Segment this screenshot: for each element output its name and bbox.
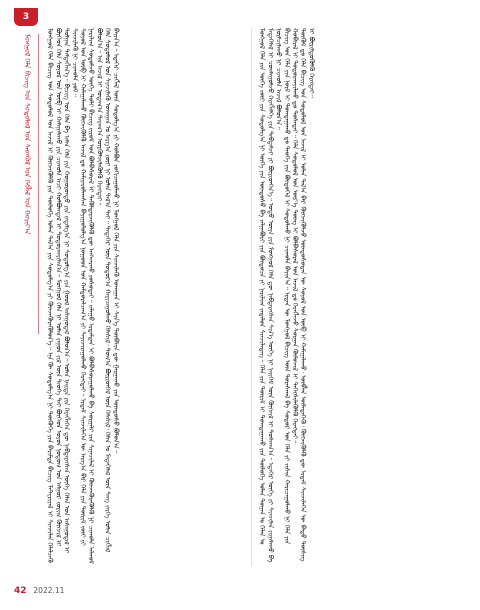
text-column-right: [258, 28, 468, 566]
paragraph: ᠪᠢᠴᠢᠭ ᠤᠨ ᠬᠡᠯᠡ ᠶᠢᠨ ᠨᠣᠷᠮ ᠢ ᠲᠣᠭᠲᠠᠭᠠᠬᠤ ᠳᠤ ᠲᠡᠦᠬᠡ ᠶᠢᠨ ᠪᠦᠲᠦᠭᠡᠯ ᠢ ᠰᠤᠳᠤᠯᠬᠤ ᠨᠢ ᠴᠢᠬᠤᠯᠠ ᠪᠠᠶᠢᠨ᠎ᠠ᠃ ᠡᠷᠲᠡᠨ ᠦ ᠮᠣᠩᠭᠣᠯ ᠪᠢᠴᠢᠭ ᠦᠨ ᠳᠤᠷᠠᠰᠬᠠᠯ ᠪᠠ ᠰᠤᠳᠤᠷ ᠤᠨ ᠬᠡᠯᠡ ᠶᠢ ᠵᠢᠱᠢᠨ ᠬᠠᠷᠢᠴᠠᠭᠤᠯᠬᠤ ᠨᠢ ᠬᠡᠯᠡ ᠶᠢᠨ ᠬᠤᠪᠢᠷᠠᠯ ᠢ ᠲᠣᠳᠣᠷᠬᠠᠶᠢᠯᠬᠤ ᠳᠤ ᠲᠤᠰᠠᠲᠠᠢ᠃ ᠬᠡᠯᠡ ᠰᠤᠳᠤᠯᠤᠯ ᠤᠨ ᠦᠷ᠎ᠡ ᠳᠦᠩ ᠢ ᠪᠣᠯᠪᠠᠰᠤᠷᠠᠯ ᠤᠨ ᠠᠵᠢᠯ ᠳᠤ ᠬᠡᠷᠡᠭᠯᠡᠵᠦ ᠰᠤᠷᠭᠠᠨ ᠬᠥᠮᠦᠵᠢᠯ ᠢ ᠳᠡᠭᠡᠭᠰᠢᠯᠡᠭᠦᠯᠬᠦ ᠬᠡᠷᠡᠭᠲᠡᠢ᠃: [282, 28, 300, 545]
paragraph: ᠮᠣᠩᠭᠣᠯ ᠬᠡᠯᠡ ᠪᠢᠴᠢᠭ ᠤᠨ ᠰᠤᠳᠤᠯᠤᠯ ᠤᠨ ᠠᠵᠢᠯ ᠢ ᠬᠥᠭᠵᠢᠭᠦᠯᠬᠦ ᠶᠢᠨ ᠲᠥᠯᠥᠭᠡ ᠣᠯᠠᠨ ᠲᠠᠯ᠎ᠠ ᠶᠢᠨ ᠰᠤᠳᠤᠯᠭ᠎ᠠ ᠶᠢ ᠭᠦᠨᠵᠡᠭᠦᠷᠡᠭᠦᠯᠦᠨ᠎ᠡ᠃ ᠡᠨᠡ ᠬᠦ ᠰᠤᠳᠤᠯᠭ᠎ᠠ ᠨᠢ ᠲᠦᠭᠦᠬᠡ ᠶᠢᠨ ᠪᠠᠷᠢᠮᠲᠠ ᠪᠢᠴᠢᠭ ᠮᠠᠲ᠋ᠧᠷᠢᠶᠠᠯ ᠢ ᠰᠢᠨᠵᠢᠯᠡᠨ ᠬᠡᠯᠡᠯᠴᠡᠬᠦ ᠪᠥᠭᠡᠳ ᠬᠡᠯᠡ ᠰᠣᠶᠤᠯ ᠤᠨ ᠥᠪ ᠢ ᠬᠠᠮᠠᠭᠠᠯᠠᠬᠤ ᠶᠢᠨ ᠴᠢᠬᠤᠯᠠ ᠠᠴᠢ ᠬᠣᠯᠪᠣᠭᠳᠠᠯ ᠢ ᠲᠣᠳᠣᠷᠬᠠᠶᠢᠯᠠᠨ᠎ᠠ᠃ ᠮᠣᠩᠭᠣᠯ ᠬᠡᠯᠡ ᠨᠢ ᠣᠯᠠᠨ ᠵᠠᠭᠤᠨ ᠵᠢᠯ ᠦᠨ ᠲᠡᠦᠬᠡ ᠲᠠᠢ ᠪᠥᠭᠡᠳ ᠤᠷᠤᠨ ᠨᠤᠲᠤᠭ ᠤᠨ ᠠᠯᠭᠤᠷ ᠵᠣᠷᠢᠭ ᠬᠥᠭᠵᠢᠯ ᠢ ᠲᠤᠯᠭᠠᠨ ᠲᠡᠮᠳᠡᠭᠯᠡᠨ᠎ᠡ᠃ ᠪᠢᠴᠢᠭ ᠤᠨ ᠬᠡᠯᠡ ᠪᠠ ᠠᠮᠠᠨ ᠬᠡᠯᠡ ᠶᠢᠨ ᠬᠣᠭᠣᠷᠣᠨᠳᠤ ᠶᠢᠨ ᠵᠠᠳᠠᠯᠭ᠎ᠠ ᠨᠢ ᠰᠤᠳᠤᠯᠭ᠎ᠠ ᠶᠢᠨ ᠭᠣᠣᠯ ᠠᠰᠠᠭᠤᠳᠠᠯ ᠪᠣᠯᠤᠨ᠎ᠠ᠃ ᠣᠯᠠᠨ ᠨᠡᠢᠲᠡ ᠶᠢᠨ ᠬᠡᠷᠡᠭᠯᠡᠭᠡᠨ ᠳᠦ ᠨᠡᠪᠲᠡᠷᠡᠭᠰᠡᠨ ᠦᠭᠡ ᠬᠡᠯᠡᠨ ᠤᠨ ᠠᠰᠠᠭᠤᠳᠠᠯ ᠢ ᠰᠢᠨᠵᠢᠯᠡᠬᠦ ᠨᠢ ᠴᠢᠬᠤᠯᠠ ᠶᠤᠮ᠃: [46, 28, 79, 563]
issue-date: 2022.11: [33, 586, 65, 595]
running-header: ᠮᠣᠩᠭᠣᠯ ᠬᠡᠯᠡ ᠪᠢᠴᠢᠭ ᠤᠨ ᠰᠤᠳᠤᠯᠤᠯ ᠤᠨ ᠰᠡᠳᠬᠦᠯ ᠤᠨ ᠬᠡᠪᠯᠡᠯ ᠤᠨ ᠬᠣᠷᠢᠶ᠎ᠠ: [23, 34, 31, 235]
text-column-left: [46, 28, 244, 566]
page-footer: [14, 586, 64, 596]
paragraph: ᠳᠦᠭᠦᠮ ᠳᠤ ᠬᠡᠯᠡ ᠪᠢᠴᠢᠭ ᠤᠨ ᠰᠤᠳᠤᠯᠤᠯ ᠤᠨ ᠠᠵᠢᠯ ᠢ ᠣᠯᠠᠨ ᠲᠠᠯ᠎ᠠ ᠪᠠᠷ ᠬᠥᠭᠵᠢᠭᠦᠯᠵᠦ ᠦᠨᠳᠦᠰᠦᠲᠡᠨ ᠦ ᠰᠣᠶᠤᠯ ᠤᠨ ᠥᠪ ᠢ ᠬᠠᠮᠠᠭᠠᠯᠠᠬᠤ᠂ ᠥᠪᠯᠡᠨ ᠦᠯᠡᠳᠡᠭᠡᠬᠦ᠂ ᠬᠥᠭᠵᠢᠭᠦᠯᠬᠦ ᠳᠦ ᠡᠷᠳᠡᠮ ᠰᠢᠨᠵᠢᠯᠡᠬᠡᠨ ᠦ ᠪᠠᠲᠤ ᠲᠦᠰᠢᠭ ᠢ ᠪᠦᠷᠢᠯᠳᠦᠭᠦᠯᠬᠦ ᠬᠡᠷᠡᠭᠲᠡᠢ᠃: [299, 28, 316, 562]
paragraph: ᠬᠡᠯᠡ ᠰᠤᠳᠤᠯᠤᠯ ᠤᠨ ᠰᠢᠨᠵᠢᠯᠡᠬᠦ ᠤᠬᠠᠭᠠᠨ ᠤ ᠠᠷᠭ᠎ᠠ ᠵᠦᠢ ᠨᠢ ᠣᠯᠠᠨ ᠲᠠᠯ᠎ᠠ ᠲᠠᠢ᠃ ᠲᠡᠳᠡᠭᠡᠷ ᠦᠨ ᠳᠣᠲᠣᠷ᠎ᠠ ᠬᠠᠷᠢᠴᠠᠭᠤᠯᠬᠤ ᠬᠡᠯᠡᠰᠢᠯ᠂ ᠲᠣᠭ᠎ᠠ ᠪᠦᠷᠢᠳᠬᠡᠯ ᠦᠨ ᠬᠡᠯᠡᠰᠢᠯ᠂ ᠬᠡᠯᠡᠨ ᠤ ᠮᠡᠳᠡᠭᠡᠯᠡᠯ ᠦᠨ ᠰᠠᠩ ᠵᠡᠷᠭᠡ ᠣᠯᠠᠨ ᠴᠢᠭᠯᠡᠯ ᠪᠠᠢᠨ᠎ᠠ᠃ ᠡᠳᠡᠭᠡᠷ ᠴᠢᠭᠯᠡᠯ ᠦᠨ ᠰᠤᠳᠤᠯᠭ᠎ᠠ ᠶᠢ ᠬᠣᠯᠪᠣᠨ ᠵᠣᠬᠢᠴᠠᠭᠤᠯᠬᠤ ᠨᠢ ᠮᠣᠩᠭᠣᠯ ᠬᠡᠯᠡ ᠶᠢᠨ ᠰᠢᠨᠵᠢᠯᠡᠬᠦ ᠤᠬᠠᠭᠠᠨ ᠢ ᠰᠢᠨ᠎ᠡ ᠲᠦᠪᠰᠢᠨ ᠳᠦ ᠭᠠᠷᠭᠠᠬᠤ ᠶᠢᠨ ᠦᠨᠳᠦᠰᠦ ᠪᠣᠯᠤᠨ᠎ᠠ᠃: [103, 28, 120, 553]
column-divider: [251, 28, 252, 566]
header-rule: [38, 34, 39, 334]
page-number: 42: [14, 586, 27, 596]
paragraph: ᠰᠣᠶᠤᠯ ᠤᠨ ᠥᠪ ᠢ ᠬᠠᠮᠠᠭᠠᠯᠠᠬᠤ ᠬᠥᠭᠵᠢᠭᠦᠯᠬᠦ ᠠᠵᠢᠯ ᠳᠤ ᠬᠠᠮᠢᠶᠠᠷᠤᠯᠠᠭᠰᠠᠨ ᠪᠠᠶᠢᠭᠤᠯᠤᠯᠭ᠎ᠠ ᠨᠤᠭᠤᠳ ᠤᠨ ᠬᠠᠮᠲᠤᠷᠠᠯᠴᠠᠭ᠎ᠠ ᠶᠢ ᠰᠠᠶᠢᠵᠢᠷᠠᠭᠤᠯᠬᠤ ᠬᠡᠷᠡᠭᠲᠡᠶ᠃ ᠡᠷᠳᠡᠮ ᠰᠢᠨᠵᠢᠯᠡᠬᠡᠨ ᠦ ᠠᠷᠭ᠎ᠠ ᠪᠠᠷ ᠬᠡᠯᠡ ᠶᠢᠨ ᠳᠦᠷᠢᠮ ᠵᠦᠢ ᠶᠢ ᠨᠠᠷᠢᠯᠢᠭ ᠰᠤᠳᠤᠯᠵᠤ ᠦᠭᠡ ᠲᠣᠯᠢ ᠪᠢᠴᠢᠭ ᠵᠢᠷᠤᠮ ᠤᠨ ᠪᠣᠯᠪᠠᠰᠤᠷᠠᠯ ᠢ ᠲᠡᠭᠦᠯᠳᠡᠷᠵᠢᠭᠦᠯᠬᠦ ᠳᠦ ᠠᠩᠬᠠᠷᠬᠤ ᠶᠣᠰᠣᠲᠠᠢ᠃ ᠵᠠᠯᠠᠭᠤ ᠡᠷᠳᠡᠮᠲᠡᠨ ᠢ ᠪᠣᠯᠪᠠᠰᠤᠷᠠᠭᠤᠯᠬᠤ ᠪᠠ ᠰᠤᠷᠭᠠᠯᠢ ᠶᠢᠨ ᠰᠢᠨᠡᠴᠢᠯᠡᠯ ᠢ ᠭᠦᠨᠵᠡᠭᠦᠷᠡᠭᠦᠯᠬᠦ ᠨᠢ ᠴᠢᠬᠤᠯᠠ ᠠᠯᠬᠤᠮ ᠪᠣᠯᠤᠨ᠎ᠠ᠃ ᠡᠨᠡ ᠠᠵᠢᠯ ᠢ ᠤᠳᠠᠭ᠎ᠠ ᠳᠠᠷᠠᠭ᠎ᠠ ᠦᠷᠭᠦᠯᠵᠢᠯᠡᠭᠦᠯᠬᠦ ᠬᠡᠷᠡᠭᠲᠡᠢ᠃: [79, 28, 104, 565]
page-tab: [14, 8, 38, 26]
paragraph: ᠮᠣᠩᠭᠣᠯ ᠬᠡᠯᠡ ᠶᠢᠨ ᠦᠭᠡ ᠵᠦᠢ ᠶᠢᠨ ᠰᠤᠳᠤᠯᠭ᠎ᠠ ᠨᠢ ᠦᠭᠡ ᠶᠢᠨ ᠦᠨᠳᠦᠰᠦ ᠪᠠ ᠵᠠᠯᠭᠠᠪᠤᠷᠢ ᠶᠢᠨ ᠪᠦᠲᠦᠴᠡ ᠶᠢ ᠨᠠᠷᠢᠯᠢᠭ ᠵᠠᠳᠠᠯᠤᠨ ᠰᠢᠨᠵᠢᠯᠡᠳᠡᠭ᠃ ᠬᠡᠯᠡ ᠶᠢᠨ ᠳᠦᠷᠢᠮ ᠢ ᠲᠣᠭᠲᠠᠭᠠᠬᠤ ᠶᠢᠨ ᠲᠥᠯᠥᠭᠡ ᠣᠯᠠᠨ ᠲᠣᠭᠠᠨ ᠤ ᠬᠡᠯᠡᠨ ᠤ ᠮᠡᠳᠡᠭᠡᠯᠡᠯ ᠢ ᠴᠤᠭᠯᠠᠭᠤᠯᠵᠤ ᠬᠡᠷᠡᠭᠯᠡᠯᠭᠡ ᠶᠢᠨ ᠳᠠᠪᠲᠠᠮᠵᠢ ᠶᠢ ᠪᠦᠷᠢᠳᠬᠡᠨ᠎ᠡ᠃ ᠣᠳᠣ ᠦᠶᠡ ᠶᠢᠨ ᠮᠣᠩᠭᠣᠯ ᠬᠡᠯᠡ ᠳᠦ ᠨᠡᠪᠲᠡᠷᠡᠭᠰᠡᠨ ᠰᠢᠨ᠎ᠡ ᠦᠭᠡ ᠨᠢ ᠨᠡᠢᠭᠡᠮ ᠦᠨ ᠬᠥᠭᠵᠢᠯ ᠢ ᠲᠤᠰᠬᠠᠨ᠎ᠠ᠃ ᠡᠳᠡᠭᠡᠷ ᠦᠭᠡ ᠶᠢ ᠰᠢᠨᠵᠢᠯᠡᠨ ᠵᠢᠭᠠᠯᠠᠬᠤ ᠪᠠ ᠨᠣᠷᠮᠴᠢᠯᠠᠬᠤ ᠨᠢ ᠴᠢᠬᠤᠯᠠ ᠠᠵᠢᠯ ᠪᠣᠯᠤᠨ᠎ᠠ᠃: [258, 28, 283, 563]
page-tab-label: 3: [22, 12, 30, 22]
